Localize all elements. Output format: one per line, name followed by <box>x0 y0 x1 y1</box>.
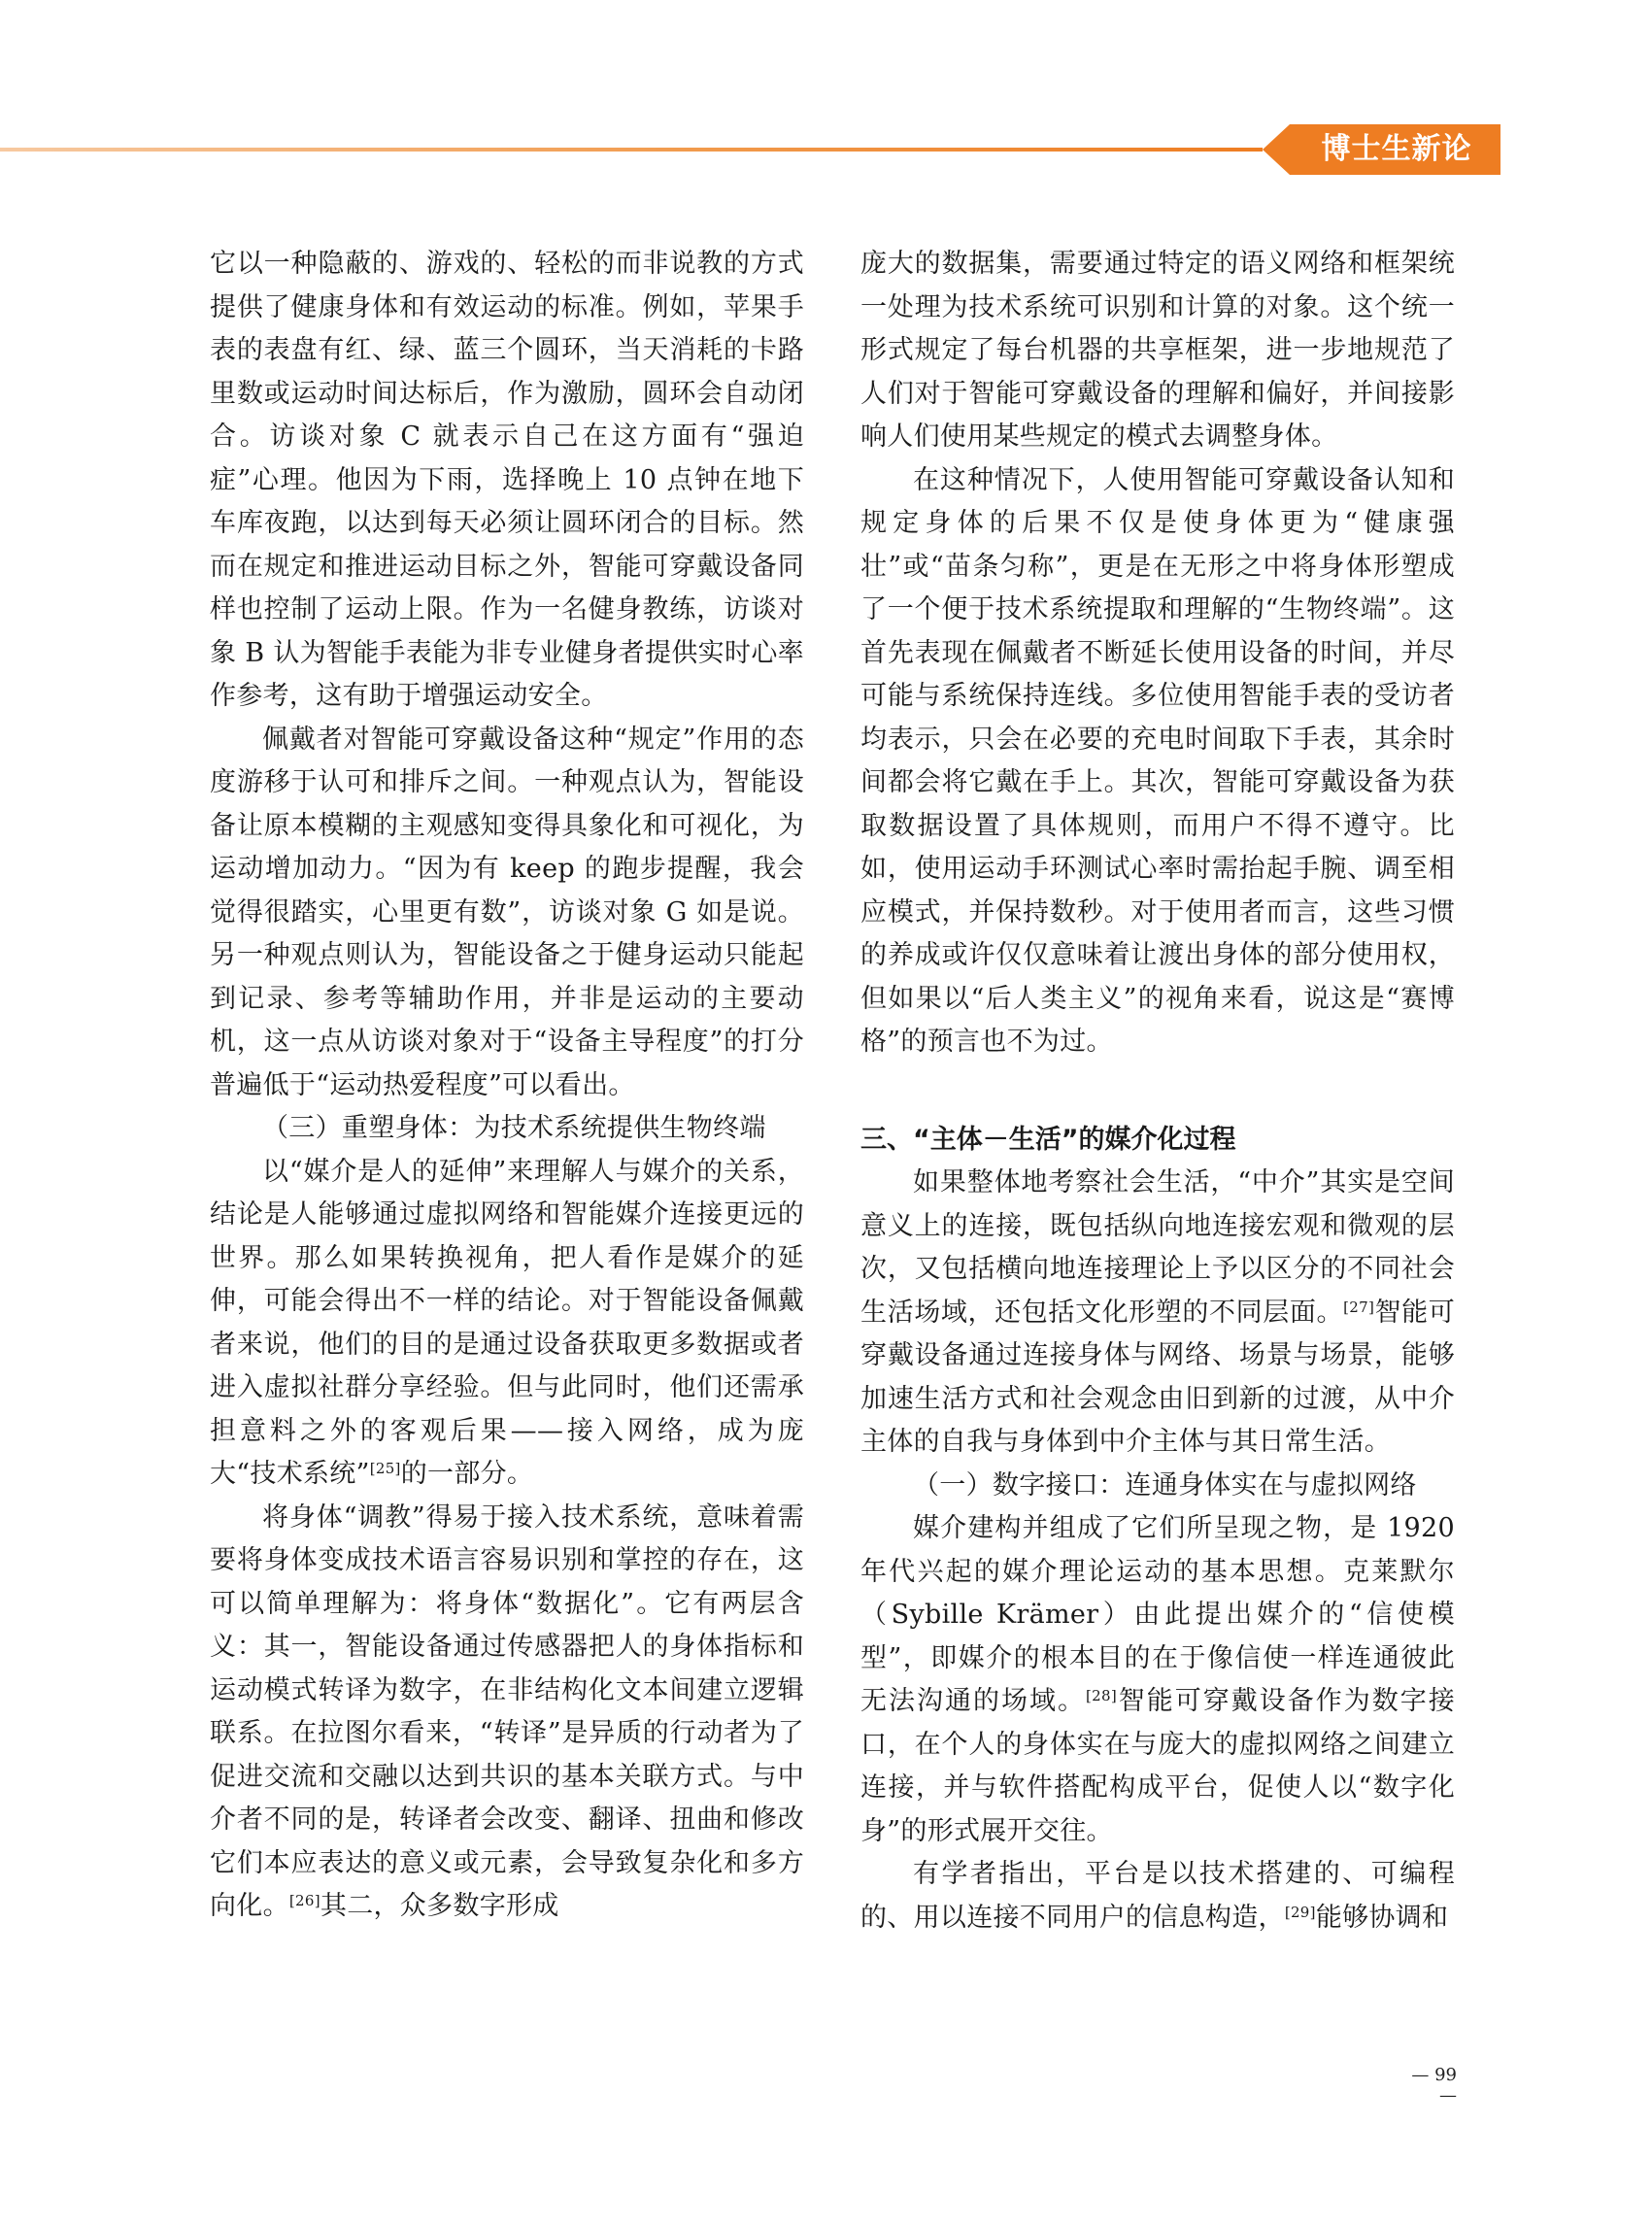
paragraph: 佩戴者对智能可穿戴设备这种“规定”作用的态度游移于认可和排斥之间。一种观点认为，智能设备让原本模糊的主观感知变得具象化和可视化，为运动增加动力。“因为有 keep 的跑步提醒，我会觉得很踏实，心里更有数”，访谈对象 G 如是说。另一种观点则认为，智能设备之于健身运动只能起到记录、参考等辅助作用，并非是运动的主要动机，这一点从访谈对象对于“设备主导程度”的打分普遍低于“运动热爱程度”可以看出。 <box>210 724 804 1100</box>
citation-ref: [26] <box>288 1892 320 1909</box>
paragraph-text: 以“媒介是人的延伸”来理解人与媒介的关系，结论是人能够通过虚拟网络和智能媒介连接更远的世界。那么如果转换视角，把人看作是媒介的延伸，可能会得出不一样的结论。对于智能设备佩戴者来说，他们的目的是通过设备获取更多数据或者进入虚拟社群分享经验。但与此同时，他们还需承担意料之外的客观后果——接入网络，成为庞大“技术系统” <box>210 1156 804 1489</box>
paragraph-text: 如果整体地考察社会生活，“中介”其实是空间意义上的连接，既包括纵向地连接宏观和微观的层次，又包括横向地连接理论上予以区分的不同社会生活场域，还包括文化形塑的不同层面。 <box>860 1167 1455 1328</box>
paragraph-text: 智能可穿戴设备通过连接身体与网络、场景与场景，能够加速生活方式和社会观念由旧到新的过渡，从中介主体的自我与身体到中介主体与其日常生活。 <box>860 1297 1455 1457</box>
paragraph-text: 有学者指出，平台是以技术搭建的、可编程的、用以连接不同用户的信息构造， <box>860 1859 1455 1933</box>
paragraph-text: 能够协调和 <box>1315 1902 1449 1933</box>
paragraph <box>860 1507 1455 1853</box>
paragraph-text: 的一部分。 <box>400 1459 534 1489</box>
paragraph-text: 智能可穿戴设备作为数字接口，在个人的身体实在与庞大的虚拟网络之间建立连接，并与软件搭配构成平台，促使人以“数字化身”的形式展开交往。 <box>860 1686 1455 1846</box>
paragraph-text: 将身体“调教”得易于接入技术系统，意味着需要将身体变成技术语言容易识别和掌控的存在，这可以简单理解为：将身体“数据化”。它有两层含义：其一，智能设备通过传感器把人的身体指标和运动模式转译为数字，在非结构化文本间建立逻辑联系。在拉图尔看来，“转译”是异质的行动者为了促进交流和交融以达到共识的基本关联方式。与中介者不同的是，转译者会改变、翻译、扭曲和修改它们本应表达的意义或元素，会导致复杂化和多方向化。 <box>210 1501 804 1921</box>
paragraph-text: 其二，众多数字形成 <box>320 1891 559 1921</box>
paragraph <box>860 1162 1455 1465</box>
paragraph: 在这种情况下，人使用智能可穿戴设备认知和规定身体的后果不仅是使身体更为“健康强壮”或“苗条匀称”，更是在无形之中将身体形塑成了一个便于技术系统提取和理解的“生物终端”。这首先表现在佩戴者不断延长使用设备的时间，并尽可能与系统保持连线。多位使用智能手表的受访者均表示，只会在必要的充电时间取下手表，其余时间都会将它戴在手上。其次，智能可穿戴设备为获取数据设置了具体规则，而用户不得不遵守。比如，使用运动手环测试心率时需抬起手腕、调至相应模式，并保持数秒。对于使用者而言，这些习惯的养成或许仅仅意味着让渡出身体的部分使用权，但如果以“后人类主义”的视角来看，说这是“赛博格”的预言也不为过。 <box>860 464 1455 1057</box>
paragraph: 它以一种隐蔽的、游戏的、轻松的而非说教的方式提供了健康身体和有效运动的标准。例如，苹果手表的表盘有红、绿、蓝三个圆环，当天消耗的卡路里数或运动时间达标后，作为激励，圆环会自动闭合。访谈对象 C 就表示自己在这方面有“强迫症”心理。他因为下雨，选择晚上 10 点钟在地下车库夜跑，以达到每天必须让圆环闭合的目标。然而在规定和推进运动目标之外，智能可穿戴设备同样也控制了运动上限。作为一名健身教练，访谈对象 B 认为智能手表能为非专业健身者提供实时心率作参考，这有助于增强运动安全。 <box>210 249 804 711</box>
left-column <box>210 243 804 1929</box>
page-number: — 99— <box>1411 2065 1457 2106</box>
citation-ref: [25] <box>369 1460 401 1477</box>
paragraph <box>860 1853 1455 1939</box>
subsection-heading: （一）数字接口：连通身体实在与虚拟网络 <box>913 1469 1417 1501</box>
subsection-heading: （三）重塑身体：为技术系统提供生物终端 <box>262 1113 766 1143</box>
citation-ref: [27] <box>1343 1298 1375 1316</box>
section-title: 博士生新论 <box>1321 132 1472 166</box>
right-column <box>860 243 1455 1939</box>
section-heading: 三、“主体－生活”的媒介化过程 <box>860 1124 1236 1155</box>
paragraph <box>210 1151 804 1497</box>
paragraph <box>210 1497 804 1929</box>
paragraph-text: 媒介建构并组成了它们所呈现之物，是 1920 年代兴起的媒介理论运动的基本思想。克莱默尔（Sybille Krämer）由此提出媒介的“信使模型”，即媒介的根本目的在于像信使一样连通彼此无法沟通的场域。 <box>860 1513 1455 1716</box>
citation-ref: [28] <box>1086 1687 1117 1704</box>
citation-ref: [29] <box>1284 1903 1316 1921</box>
header-rule <box>0 148 1263 152</box>
paragraph: 庞大的数据集，需要通过特定的语义网络和框架统一处理为技术系统可识别和计算的对象。这个统一形式规定了每台机器的共享框架，进一步地规范了人们对于智能可穿戴设备的理解和偏好，并间接影响人们使用某些规定的模式去调整身体。 <box>860 249 1455 452</box>
